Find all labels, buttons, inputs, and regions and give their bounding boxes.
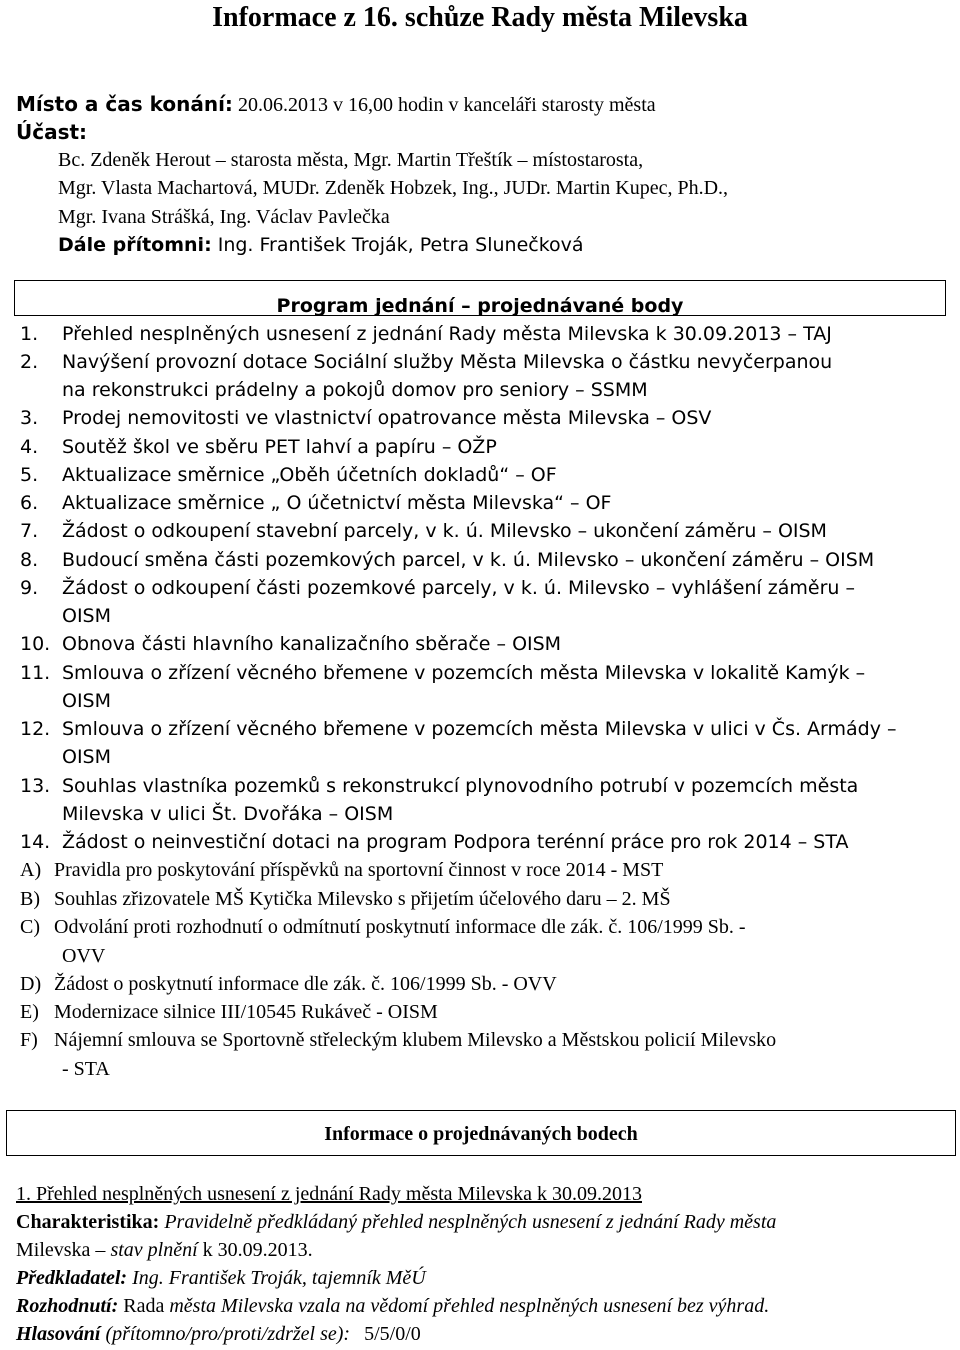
program-item-number: F): [20, 1029, 38, 1051]
program-item: [20, 491, 611, 515]
program-item: [20, 689, 111, 713]
place-label: Místo a čas konání:: [16, 92, 233, 116]
program-item: [20, 604, 111, 628]
decision-value-a: Rada: [118, 1295, 170, 1317]
program-item-number: 2.: [20, 351, 39, 373]
program-heading-box: [14, 280, 946, 316]
attendance-label: Účast:: [16, 120, 88, 144]
program-item-number: 5.: [20, 464, 39, 486]
program-item: [20, 1028, 776, 1052]
program-item-text: Obnova části hlavního kanalizačního sběrače – OISM: [62, 633, 562, 655]
program-item-number: 10.: [20, 633, 51, 655]
attendance-line: Mgr. Ivana Strášká, Ing. Václav Pavlečka: [58, 206, 390, 228]
document-title: Informace z 16. schůze Rady města Milevska: [212, 2, 748, 33]
characteristics: [16, 1210, 776, 1234]
voting-paren: (přítomno/pro/proti/zdržel se):: [100, 1323, 351, 1345]
program-item-text: Aktualizace směrnice „ O účetnictví města Milevska“ – OF: [62, 492, 612, 514]
program-item: [20, 1000, 438, 1024]
program-item-text: Smlouva o zřízení věcného břemene v pozemcích města Milevska v ulici v Čs. Armády –: [62, 718, 897, 740]
decision-label: Rozhodnutí:: [16, 1295, 119, 1317]
program-item: [20, 858, 663, 882]
voting-label: Hlasování: [16, 1323, 101, 1345]
program-item: [20, 972, 557, 996]
program-item: [20, 1057, 110, 1081]
characteristics-label: Charakteristika:: [16, 1211, 160, 1233]
program-item-number: 6.: [20, 492, 39, 514]
program-item-text: OISM: [62, 690, 112, 712]
program-item-number: B): [20, 888, 40, 910]
characteristics-text-b: stav plnění: [110, 1239, 198, 1261]
program-item-text: Soutěž škol ve sběru PET lahví a papíru – OŽP: [62, 436, 497, 458]
program-item: [20, 745, 111, 769]
place-value: 20.06.2013 v 16,00 hodin v kanceláři starosty města: [232, 94, 656, 116]
program-item-text: Žádost o poskytnutí informace dle zák. č. 106/1999 Sb. - OVV: [54, 973, 557, 995]
program-item-text: Smlouva o zřízení věcného břemene v pozemcích města Milevska v lokalitě Kamýk –: [62, 662, 866, 684]
program-item-text: Prodej nemovitosti ve vlastnictví opatrovance města Milevska – OSV: [62, 407, 712, 429]
program-item-number: 14.: [20, 831, 51, 853]
program-item-text: Přehled nesplněných usnesení z jednání Rady města Milevska k 30.09.2013 – TAJ: [62, 323, 832, 345]
decision: [16, 1294, 769, 1318]
program-item: [20, 887, 671, 911]
also-present: [58, 233, 584, 258]
info-item-title: 1. Přehled nesplněných usnesení z jednání Rady města Milevska k 30.09.2013: [16, 1183, 642, 1205]
also-label: Dále přítomni:: [58, 234, 212, 256]
program-item: [20, 519, 827, 543]
meeting-place: [16, 92, 656, 117]
characteristics-text-c: k 30.09.2013.: [197, 1239, 313, 1261]
program-item-text: Žádost o odkoupení části pozemkové parcely, v k. ú. Milevsko – vyhlášení záměru –: [62, 577, 855, 599]
also-value: Ing. František Troják, Petra Slunečková: [211, 234, 584, 256]
program-item-number: E): [20, 1001, 39, 1023]
attendance-line: Mgr. Vlasta Machartová, MUDr. Zdeněk Hobzek, Ing., JUDr. Martin Kupec, Ph.D.,: [58, 177, 729, 199]
program-item: [20, 661, 865, 685]
decision-value-b: města Milevska vzala na vědomí přehled nesplněných usnesení bez výhrad.: [169, 1295, 770, 1317]
program-item-number: 3.: [20, 407, 39, 429]
program-item-number: 13.: [20, 775, 51, 797]
characteristics-text: Pravidelně předkládaný přehled nesplněných usnesení z jednání Rady města: [159, 1211, 777, 1233]
program-item-text: na rekonstrukci prádelny a pokojů domov pro seniory – SSMM: [62, 379, 648, 401]
program-item-number: 4.: [20, 436, 39, 458]
program-item-number: 9.: [20, 577, 39, 599]
program-item: [20, 802, 393, 826]
program-item-text: Aktualizace směrnice „Oběh účetních dokladů“ – OF: [62, 464, 557, 486]
program-item-text: Navýšení provozní dotace Sociální služby Města Milevska o částku nevyčerpanou: [62, 351, 833, 373]
info-heading-box: [6, 1110, 956, 1156]
program-item-number: 11.: [20, 662, 51, 684]
program-item-number: A): [20, 859, 42, 881]
submitter: [16, 1266, 426, 1290]
program-item: [20, 350, 832, 374]
program-item: [20, 435, 497, 459]
program-item: [20, 944, 105, 968]
program-item-text: Milevska v ulici Št. Dvořáka – OISM: [62, 803, 394, 825]
program-item-text: Budoucí směna části pozemkových parcel, v k. ú. Milevsko – ukončení záměru – OISM: [62, 549, 875, 571]
program-item-text: Odvolání proti rozhodnutí o odmítnutí poskytnutí informace dle zák. č. 106/1999 Sb. -: [54, 916, 746, 938]
program-item: [20, 717, 897, 741]
program-item-text: OISM: [62, 746, 112, 768]
voting-value: 5/5/0/0: [364, 1323, 421, 1345]
program-item-text: Žádost o neinvestiční dotaci na program Podpora terénní práce pro rok 2014 – STA: [62, 831, 849, 853]
program-item: [20, 576, 855, 600]
program-item: [20, 463, 557, 487]
program-item-number: 12.: [20, 718, 51, 740]
program-item-text: Souhlas zřizovatele MŠ Kytička Milevsko s přijetím účelového daru – 2. MŠ: [54, 888, 671, 910]
program-item: [20, 548, 874, 572]
program-item: [20, 378, 648, 402]
program-item-number: 7.: [20, 520, 39, 542]
program-item-number: 1.: [20, 323, 39, 345]
program-item-text: Žádost o odkoupení stavební parcely, v k. ú. Milevsko – ukončení záměru – OISM: [62, 520, 827, 542]
program-item-text: Souhlas vlastníka pozemků s rekonstrukcí plynovodního potrubí v pozemcích města: [62, 775, 859, 797]
program-item: [20, 774, 858, 798]
program-heading: Program jednání – projednávané body: [276, 295, 684, 317]
program-item: [20, 915, 746, 939]
program-item-number: C): [20, 916, 40, 938]
program-item-text: OISM: [62, 605, 112, 627]
characteristics-text-a: Milevska –: [16, 1239, 111, 1261]
program-item-number: D): [20, 973, 42, 995]
program-item-text: - STA: [62, 1058, 110, 1080]
program-item-number: 8.: [20, 549, 39, 571]
program-item-text: Modernizace silnice III/10545 Rukáveč - OISM: [54, 1001, 438, 1023]
characteristics-cont: [16, 1238, 313, 1262]
program-item: [20, 632, 561, 656]
program-item: [20, 406, 711, 430]
voting: [16, 1322, 421, 1346]
program-item: [20, 322, 832, 346]
program-item: [20, 830, 849, 854]
program-item-text: OVV: [62, 945, 106, 967]
submitter-value: Ing. František Troják, tajemník MěÚ: [127, 1267, 426, 1289]
program-item-text: Nájemní smlouva se Sportovně střeleckým klubem Milevsko a Městskou policií Milevsko: [54, 1029, 777, 1051]
info-heading: Informace o projednávaných bodech: [324, 1123, 638, 1145]
submitter-label: Předkladatel:: [16, 1267, 128, 1289]
program-item-text: Pravidla pro poskytování příspěvků na sportovní činnost v roce 2014 - MST: [54, 859, 664, 881]
attendance-line: Bc. Zdeněk Herout – starosta města, Mgr. Martin Třeštík – místostarosta,: [58, 149, 644, 171]
